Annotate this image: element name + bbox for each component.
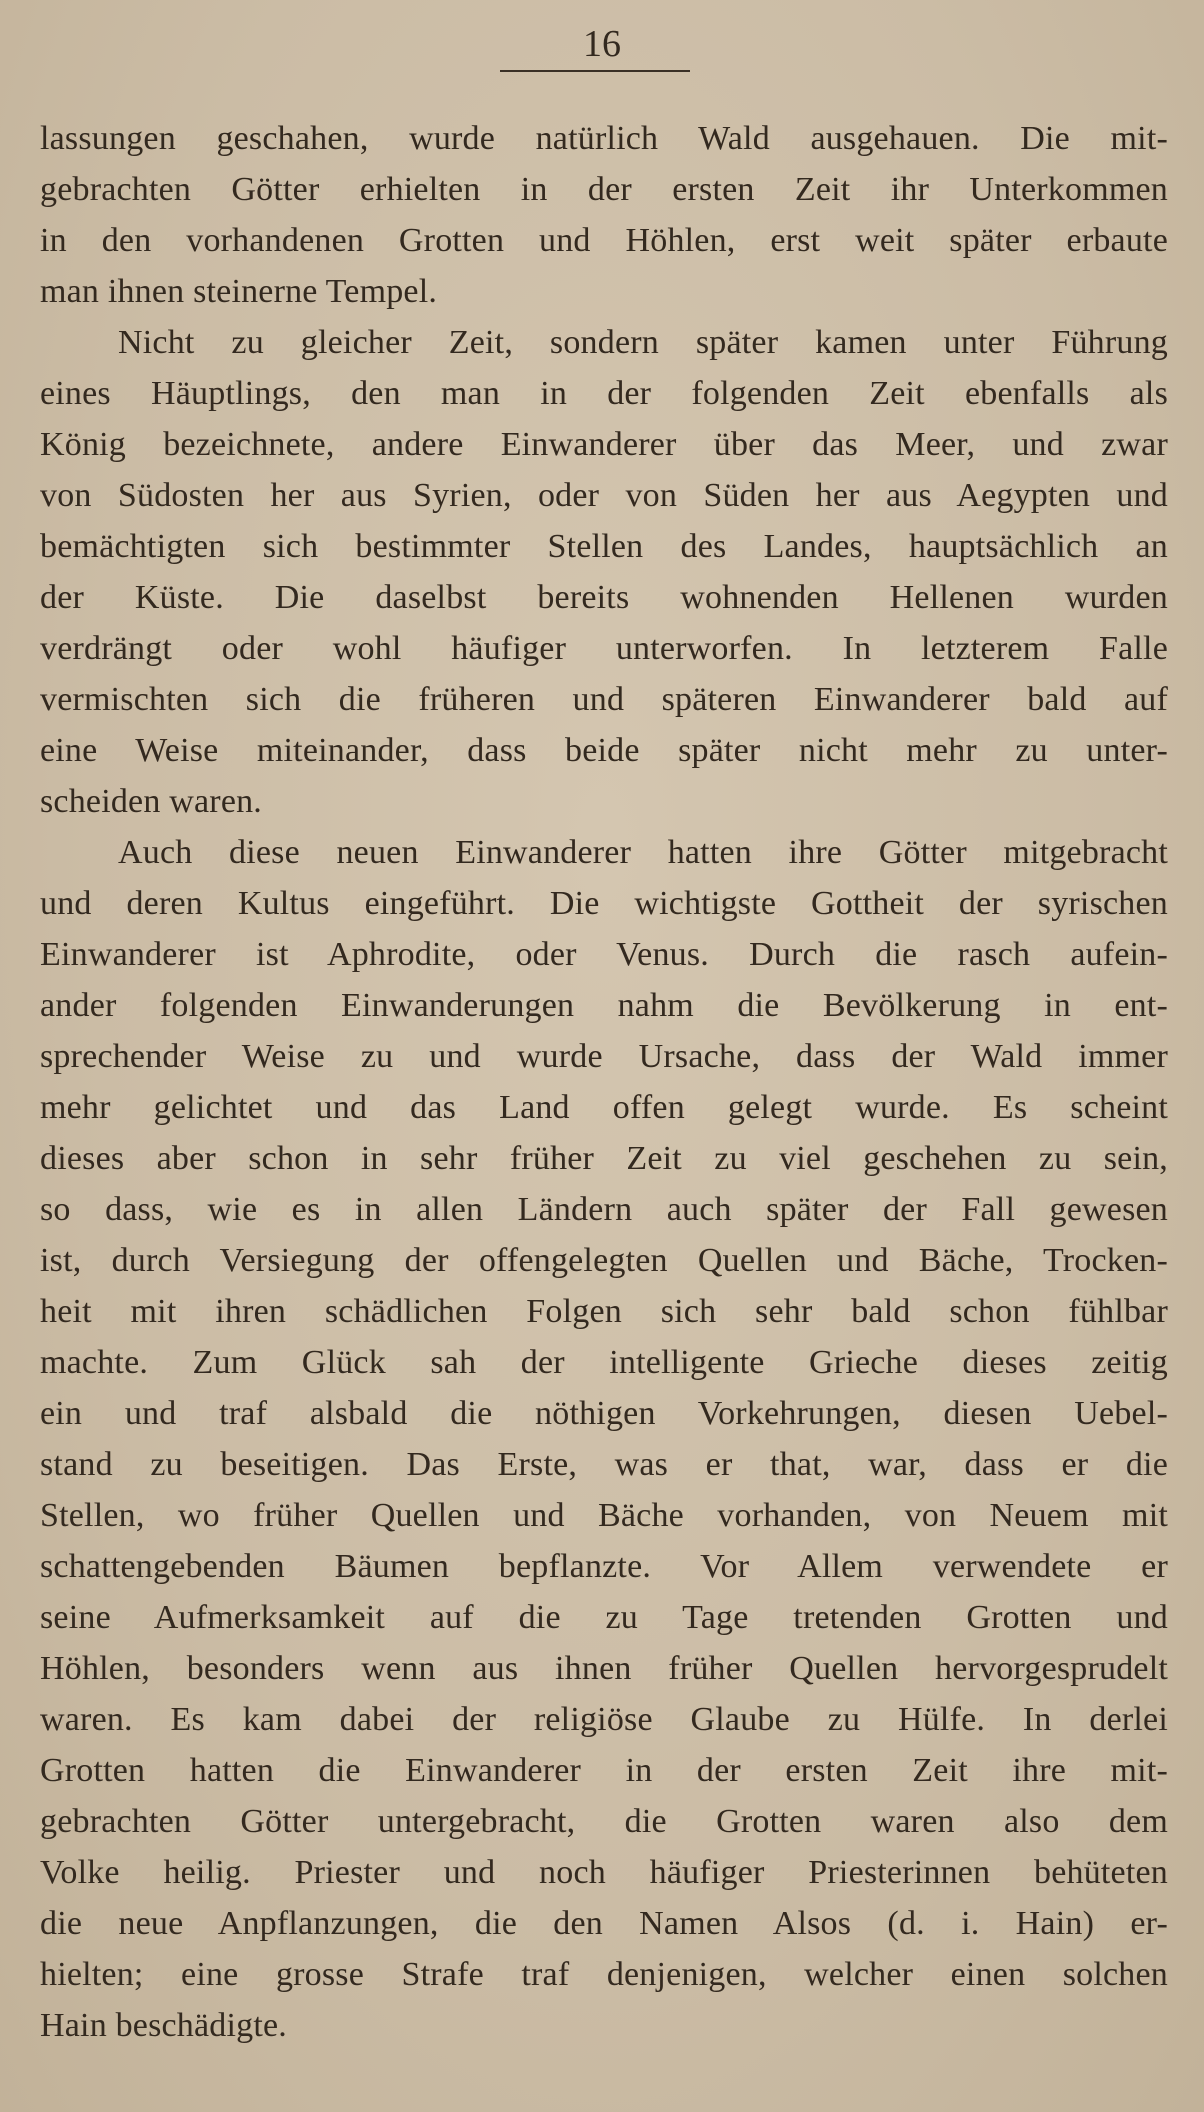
text-line: Höhlen, besonders wenn aus ihnen früher Quellen hervorgesprudelt (40, 1650, 1168, 1687)
paragraph (40, 827, 1168, 2051)
text-line: verdrängt oder wohl häufiger unterworfen. In letzterem Falle (40, 630, 1168, 667)
text-line: hielten; eine grosse Strafe traf denjenigen, welcher einen solchen (40, 1956, 1168, 1993)
text-line: Stellen, wo früher Quellen und Bäche vorhanden, von Neuem mit (40, 1497, 1168, 1534)
text-line: schattengebenden Bäumen bepflanzte. Vor Allem verwendete er (40, 1548, 1168, 1585)
text-line: Volke heilig. Priester und noch häufiger Priesterinnen behüteten (40, 1854, 1168, 1891)
body-text (40, 113, 1168, 2051)
text-line: seine Aufmerksamkeit auf die zu Tage tretenden Grotten und (40, 1599, 1168, 1636)
text-line: Nicht zu gleicher Zeit, sondern später kamen unter Führung (118, 324, 1168, 361)
page-number: 16 (583, 23, 621, 65)
page-number-rule (500, 70, 690, 72)
text-line: ein und traf alsbald die nöthigen Vorkehrungen, diesen Uebel- (40, 1395, 1168, 1432)
text-line: gebrachten Götter untergebracht, die Grotten waren also dem (40, 1803, 1168, 1840)
text-line: ist, durch Versiegung der offengelegten Quellen und Bäche, Trocken- (40, 1242, 1168, 1279)
text-line: scheiden waren. (40, 783, 263, 820)
text-line: heit mit ihren schädlichen Folgen sich sehr bald schon fühlbar (40, 1293, 1168, 1330)
text-line: die neue Anpflanzungen, die den Namen Alsos (d. i. Hain) er- (40, 1905, 1168, 1942)
text-line: gebrachten Götter erhielten in der ersten Zeit ihr Unterkommen (40, 171, 1168, 208)
text-line: vermischten sich die früheren und späteren Einwanderer bald auf (40, 681, 1168, 718)
text-line: sprechender Weise zu und wurde Ursache, dass der Wald immer (40, 1038, 1168, 1075)
text-line: König bezeichnete, andere Einwanderer über das Meer, und zwar (40, 426, 1168, 463)
text-line: mehr gelichtet und das Land offen gelegt wurde. Es scheint (40, 1089, 1168, 1126)
text-line: stand zu beseitigen. Das Erste, was er that, war, dass er die (40, 1446, 1168, 1483)
text-line: und deren Kultus eingeführt. Die wichtigste Gottheit der syrischen (40, 885, 1168, 922)
text-line: dieses aber schon in sehr früher Zeit zu viel geschehen zu sein, (40, 1140, 1168, 1177)
text-line: eines Häuptlings, den man in der folgenden Zeit ebenfalls als (40, 375, 1168, 412)
text-line: in den vorhandenen Grotten und Höhlen, erst weit später erbaute (40, 222, 1168, 259)
text-line: Auch diese neuen Einwanderer hatten ihre Götter mitgebracht (118, 834, 1168, 871)
text-line: Hain beschädigte. (40, 2007, 287, 2044)
text-line: lassungen geschahen, wurde natürlich Wald ausgehauen. Die mit- (40, 120, 1168, 157)
text-line: ander folgenden Einwanderungen nahm die Bevölkerung in ent- (40, 987, 1168, 1024)
text-line: der Küste. Die daselbst bereits wohnenden Hellenen wurden (40, 579, 1168, 616)
text-line: Grotten hatten die Einwanderer in der ersten Zeit ihre mit- (40, 1752, 1168, 1789)
paragraph (40, 113, 1168, 317)
text-line: machte. Zum Glück sah der intelligente Grieche dieses zeitig (40, 1344, 1168, 1381)
text-line: waren. Es kam dabei der religiöse Glaube zu Hülfe. In derlei (40, 1701, 1168, 1738)
paragraph (40, 317, 1168, 827)
text-line: man ihnen steinerne Tempel. (40, 273, 438, 310)
text-line: von Südosten her aus Syrien, oder von Süden her aus Aegypten und (40, 477, 1168, 514)
text-line: so dass, wie es in allen Ländern auch später der Fall gewesen (40, 1191, 1168, 1228)
text-line: bemächtigten sich bestimmter Stellen des Landes, hauptsächlich an (40, 528, 1168, 565)
text-line: Einwanderer ist Aphrodite, oder Venus. Durch die rasch aufein- (40, 936, 1168, 973)
text-line: eine Weise miteinander, dass beide später nicht mehr zu unter- (40, 732, 1168, 769)
